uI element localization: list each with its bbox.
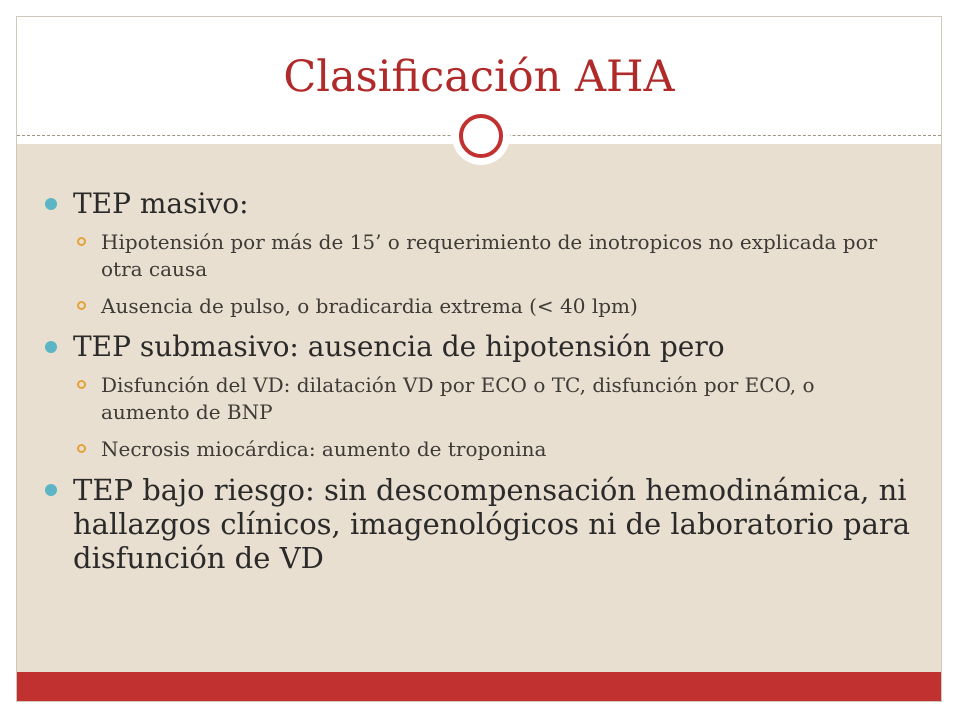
sub-list [73, 372, 911, 463]
sub-item [73, 293, 911, 320]
bullet-text: TEP bajo riesgo: sin descompensación hemodinámica, ni hallazgos clínicos, imagenológicos ni de laboratorio para disfunción de VD [73, 473, 911, 575]
bullet-dot-icon [45, 341, 57, 353]
ring-bullet-icon [77, 444, 86, 453]
ring-bullet-icon [77, 380, 86, 389]
bullet-item-tep-bajo-riesgo [17, 473, 941, 575]
sub-list [73, 229, 911, 320]
ring-bullet-icon [77, 237, 86, 246]
sub-item [73, 229, 911, 283]
bullet-text: TEP submasivo: ausencia de hipotensión pero [73, 330, 725, 363]
bullet-dot-icon [45, 198, 57, 210]
bullet-list [17, 167, 941, 575]
bullet-text: TEP masivo: [73, 187, 249, 220]
bullet-item-tep-submasivo [17, 330, 941, 463]
sub-item [73, 436, 911, 463]
bottom-accent-bar [17, 672, 941, 702]
sub-item-text: Disfunción del VD: dilatación VD por ECO o TC, disfunción por ECO, o aumento de BNP [101, 373, 815, 424]
slide-title: Clasificación AHA [283, 52, 675, 102]
bullet-item-tep-masivo [17, 187, 941, 320]
sub-item-text: Necrosis miocárdica: aumento de troponina [101, 437, 547, 461]
slide-frame [16, 16, 942, 702]
sub-item [73, 372, 911, 426]
sub-item-text: Ausencia de pulso, o bradicardia extrema (< 40 lpm) [101, 294, 638, 318]
divider-circle-icon [459, 114, 503, 158]
bullet-dot-icon [45, 484, 57, 496]
sub-item-text: Hipotensión por más de 15’ o requerimiento de inotropicos no explicada por otra causa [101, 230, 878, 281]
ring-bullet-icon [77, 301, 86, 310]
